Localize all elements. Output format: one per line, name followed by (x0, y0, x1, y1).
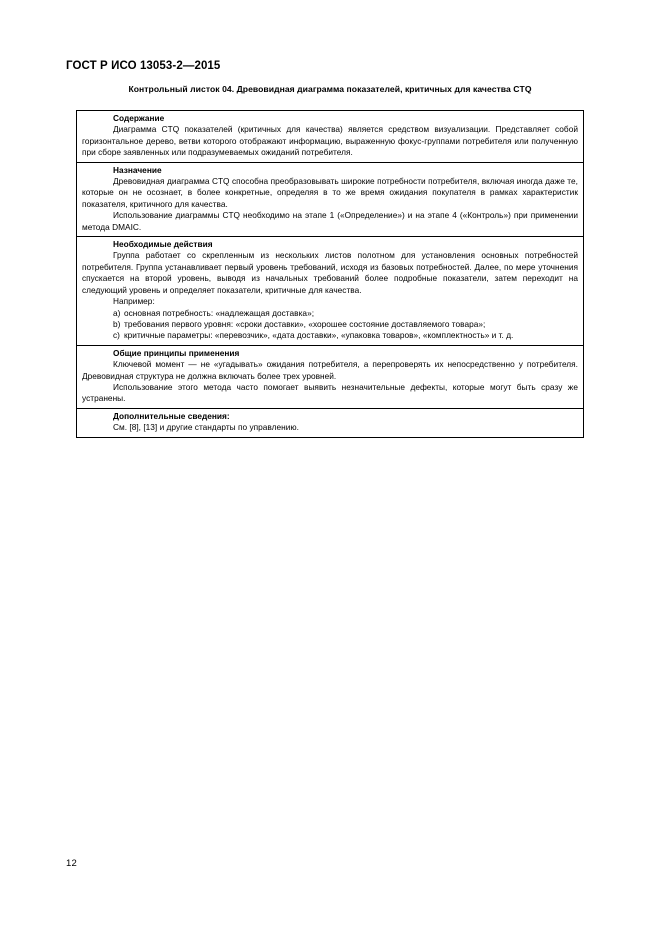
page-number: 12 (66, 858, 77, 869)
table-row (77, 163, 583, 237)
list-item-marker: b) (113, 318, 121, 329)
section-paragraph: Ключевой момент — не «угадывать» ожидания потребителя, а перепроверять их непосредственно у потребителя. Древовидная структура не должна включать более трех уровней. (82, 359, 578, 381)
list-item (113, 319, 578, 330)
table-row (77, 237, 583, 346)
section-heading: Дополнительные сведения: (113, 410, 230, 421)
section-paragraph: См. [8], [13] и другие стандарты по управлению. (113, 422, 299, 433)
section-paragraph: Например: (113, 296, 155, 307)
section-paragraph: Группа работает со скрепленным из нескольких листов полотном для установления основных потребностей потребителя. Группа устанавливает первый уровень требований, исходя из базовых потребностей. Далее, по мере уточнения спускается на второй уровень, выводя из начальных требований более подробные показатели, затем переходит на следующий уровень и определяет показатели, критичные для качества. (82, 250, 578, 295)
enumerated-list (82, 308, 578, 342)
list-item-marker: a) (113, 307, 121, 318)
checksheet-table (76, 110, 584, 438)
list-item-text: основная потребность: «надлежащая доставка»; (124, 307, 315, 318)
running-header: ГОСТ Р ИСО 13053-2—2015 (66, 60, 221, 72)
section-heading: Общие принципы применения (113, 347, 240, 358)
table-row (77, 111, 583, 163)
section-heading: Необходимые действия (113, 239, 213, 250)
section-paragraph: Использование этого метода часто помогает выявить незначительные дефекты, которые могут быть сразу же устранены. (82, 381, 578, 404)
table-row (77, 409, 583, 437)
section-heading: Назначение (113, 164, 162, 175)
table-row (77, 346, 583, 409)
list-item (113, 330, 578, 341)
list-item (113, 308, 578, 319)
section-paragraph: Древовидная диаграмма CTQ способна преобразовывать широкие потребности потребителя, включая иногда даже те, которые он не осознает, в более конкретные, определяя в то же время ожидания покупателя в рамках характеристик показателя, критичного для качества. (82, 176, 578, 209)
list-item-text: требования первого уровня: «сроки доставки», «хорошее состояние доставляемого товара»; (124, 318, 486, 329)
list-item-marker: c) (113, 330, 120, 341)
checksheet-title: Контрольный листок 04. Древовидная диаграмма показателей, критичных для качества CTQ (128, 84, 532, 94)
section-paragraph: Диаграмма CTQ показателей (критичных для качества) является средством визуализации. Представляет собой горизонтальное дерево, ветви которого отображают информацию, выраженную фокус-группами потребителя или полученную при сборе заявленных или подразумеваемых ожиданий потребителя. (82, 124, 578, 158)
section-paragraph: Использование диаграммы CTQ необходимо на этапе 1 («Определение») и на этапе 4 («Контроль») при применении метода DMAIC. (82, 210, 578, 232)
list-item-text: критичные параметры: «перевозчик», «дата доставки», «упаковка товаров», «комплектность» и т. д. (124, 330, 514, 341)
section-heading: Содержание (113, 113, 165, 123)
